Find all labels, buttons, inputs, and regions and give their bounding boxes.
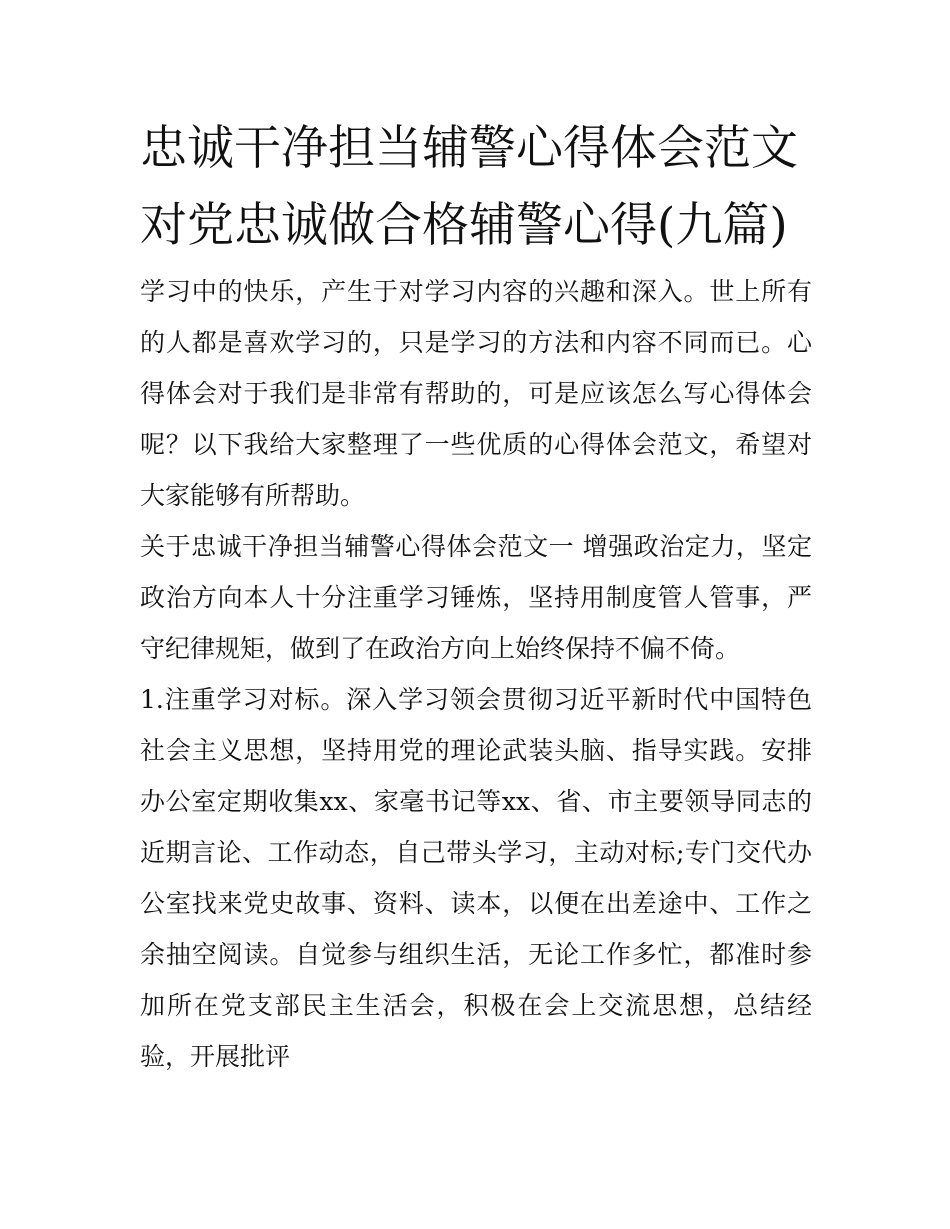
- paragraph-intro: 学习中的快乐，产生于对学习内容的兴趣和深入。世上所有的人都是喜欢学习的，只是学习的方法和内容不同而已。心得体会对于我们是非常有帮助的，可是应该怎么写心得体会呢？以下我给大家整理了一些优质的心得体会范文，希望对大家能够有所帮助。: [140, 277, 812, 510]
- paragraph-item-one: 1.注重学习对标。深入学习领会贯彻习近平新时代中国特色社会主义思想，坚持用党的理论武装头脑、指导实践。安排办公室定期收集xx、家毫书记等xx、省、市主要领导同志的近期言论、工作动态，自己带头学习，主动对标;专门交代办公室找来党史故事、资料、读本，以便在出差途中、工作之余抽空阅读。自觉参与组织生活，无论工作多忙，都准时参加所在党支部民主生活会，积极在会上交流思想，总结经验，开展批评: [140, 685, 812, 1071]
- document-page: [140, 110, 812, 1082]
- document-title: 忠诚干净担当辅警心得体会范文 对党忠诚做合格辅警心得(九篇): [140, 121, 798, 253]
- paragraph-section-one: 关于忠诚干净担当辅警心得体会范文一 增强政治定力，坚定政治方向本人十分注重学习锤炼，坚持用制度管人管事，严守纪律规矩，做到了在政治方向上始终保持不偏不倚。: [140, 532, 812, 663]
